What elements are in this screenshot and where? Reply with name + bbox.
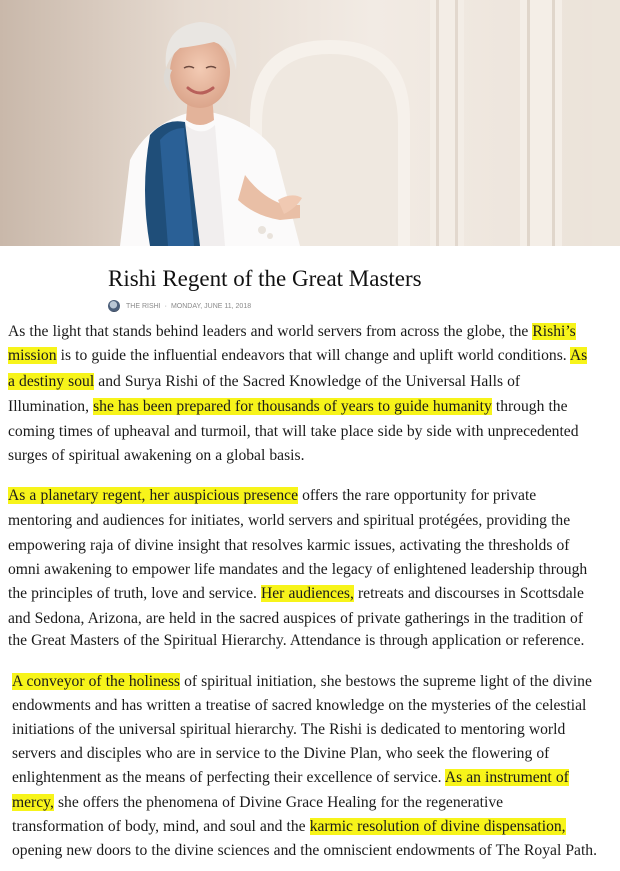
text-line [8, 608, 583, 630]
text-segment: Illumination, [8, 398, 94, 415]
post-title: Rishi Regent of the Great Masters [108, 266, 422, 291]
highlighted-text: Her audiences, [261, 585, 354, 602]
text-line [12, 671, 592, 693]
text-line [8, 559, 587, 581]
text-line [12, 695, 586, 717]
text-line [8, 345, 587, 367]
text-line [12, 792, 503, 814]
highlighted-text: she has been prepared for thousands of years to guide humanity [93, 398, 492, 415]
hero-image [0, 0, 620, 246]
text-segment: and Surya Rishi of the Sacred Knowledge of the Universal Halls of [94, 373, 521, 390]
highlighted-text: As a planetary regent, her auspicious presence [8, 487, 298, 504]
highlighted-text: mission [8, 347, 57, 364]
text-segment: surges of spiritual awakening on a global basis. [8, 447, 305, 464]
text-line [8, 371, 520, 393]
text-segment: omni awakening to empower life mandates and the legacy of enlightened leadership through [8, 561, 588, 578]
post-meta [108, 299, 251, 313]
highlighted-text: A conveyor of the holiness [12, 673, 180, 690]
text-segment: the principles of truth, love and service. [8, 585, 261, 602]
text-segment: mentoring and audiences for initiates, world servers and spiritual protégées, providing the [8, 512, 571, 529]
text-line [12, 816, 566, 838]
portrait-photo [0, 0, 620, 246]
text-line [8, 421, 579, 443]
text-segment: through the [491, 398, 568, 415]
highlighted-text: a destiny soul [8, 373, 95, 390]
post-date: MONDAY, JUNE 11, 2018 [170, 302, 252, 310]
text-line [12, 743, 549, 765]
text-segment: coming times of upheaval and turmoil, that will take place side by side with unprecedented [8, 423, 579, 440]
text-segment: servers and disciples who are in service to the Divine Plan, who seek the flowering of [12, 745, 550, 762]
text-segment: endowments and has written a treatise of sacred knowledge on the mysteries of the celestial [12, 697, 587, 714]
author-name[interactable]: THE RISHI [126, 302, 161, 310]
text-line [8, 485, 536, 507]
text-line [12, 719, 565, 741]
text-segment: the Great Masters of the Spiritual Hierarchy. Attendance is through application or reference. [8, 632, 585, 649]
text-line [8, 321, 576, 343]
highlighted-text: mercy, [12, 794, 54, 811]
text-line [8, 396, 568, 418]
text-segment: empowering raja of divine insight that resolves karmic issues, activating the thresholds of [8, 537, 570, 554]
text-segment: enlightenment as the means of perfecting their excellence of service. [12, 769, 445, 786]
text-segment: transformation of body, mind, and soul and the [12, 818, 310, 835]
text-segment: offers the rare opportunity for private [298, 487, 537, 504]
text-segment: and Sedona, Arizona, are held in the sacred auspices of private gatherings in the tradition of [8, 610, 584, 627]
text-segment: is to guide the influential endeavors that will change and uplift world conditions. [56, 347, 570, 364]
text-segment: of spiritual initiation, she bestows the supreme light of the divine [179, 673, 592, 690]
meta-separator: · [164, 302, 167, 310]
text-line [8, 535, 569, 557]
text-line [12, 840, 597, 862]
highlighted-text: Rishi’s [532, 323, 576, 340]
highlighted-text: As an instrument of [444, 769, 569, 786]
highlighted-text: As [569, 347, 588, 364]
text-segment: opening new doors to the divine sciences and the omniscient endowments of The Royal Path. [12, 842, 597, 859]
text-line [8, 510, 570, 532]
text-line [8, 445, 304, 467]
text-line [8, 583, 584, 605]
text-segment: she offers the phenomena of Divine Grace Healing for the regenerative [53, 794, 504, 811]
highlighted-text: karmic resolution of divine dispensation, [309, 818, 566, 835]
author-avatar[interactable] [108, 300, 120, 312]
text-line [12, 767, 569, 789]
text-segment: As the light that stands behind leaders and world servers from across the globe, the [8, 323, 533, 340]
text-line [8, 630, 584, 652]
text-segment: initiations of the universal spiritual hierarchy. The Rishi is dedicated to mentoring world [12, 721, 566, 738]
text-segment: retreats and discourses in Scottsdale [353, 585, 584, 602]
